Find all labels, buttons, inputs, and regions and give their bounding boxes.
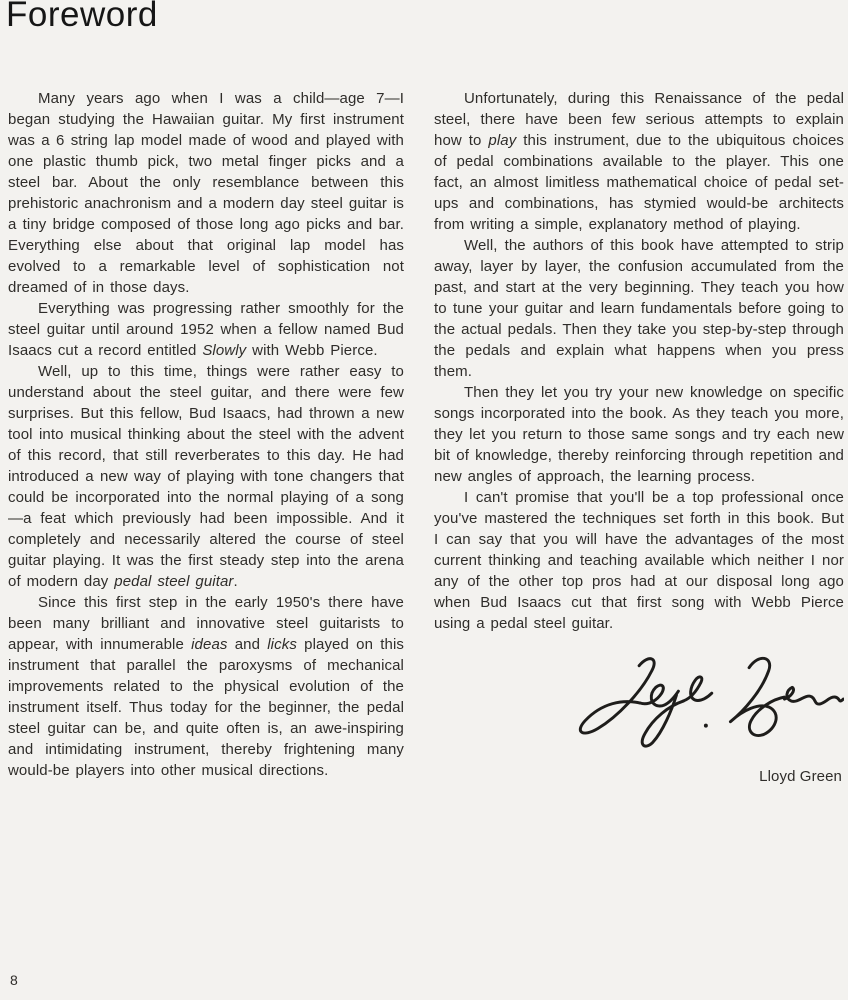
body-text: Many years ago when I was a child—age 7—I began studying the Hawaiian guitar. My first instrument was a 6 string lap model made of wood and played with one plastic thumb pick, two metal finger picks and a steel bar. About the only resemblance between this prehistoric anachronism and a modern day steel guitar is a tiny bridge composed of those long ago picks and bar. Everything else about that original lap model has evolved to a remarkable level of sophistication not dreamed of in those days. — [8, 90, 404, 296]
paragraph — [434, 235, 844, 382]
paragraph — [8, 298, 404, 361]
body-text: this instrument, due to the ubiquitous choices of pedal combinations available to the player. This one fact, an almost limitless mathematical choice of pedal set-ups and combinations, has stymied would-be architects from writing a simple, explanatory method of playing. — [434, 132, 844, 233]
body-text: Then they let you try your new knowledge on specific songs incorporated into the book. As they teach you more, they let you return to those same songs and try each new bit of knowledge, thereby reinforcing through repetition and new angles of approach, the learning process. — [434, 384, 844, 485]
body-text: . — [233, 573, 238, 590]
paragraph — [434, 88, 844, 235]
body-text: I can't promise that you'll be a top professional once you've mastered the techniques set forth in this book. But I can say that you will have the advantages of the most current thinking and teaching available which neither I nor any of the other top pros had at our disposal long ago when Bud Isaacs cut that first song with Webb Pierce using a pedal steel guitar. — [434, 489, 844, 632]
paragraph — [8, 592, 404, 781]
paragraph — [8, 361, 404, 592]
page-number: 8 — [10, 972, 18, 988]
italic-text: play — [488, 132, 517, 149]
text-columns — [8, 88, 844, 787]
body-text: played on this instrument that parallel the paroxysms of mechanical improvements related to the physical evolution of the instrument itself. Thus today for the beginner, the pedal steel guitar can be, and quite often is, an awe-inspiring and intimidating instrument, thereby frightening many would-be players into other musical directions. — [8, 636, 405, 779]
text-column-left — [8, 88, 404, 787]
paragraph — [434, 382, 844, 487]
text-column-right — [434, 88, 844, 787]
page-title: Foreword — [6, 0, 158, 34]
body-text: and — [227, 636, 268, 653]
italic-text: ideas — [191, 636, 228, 653]
text-column-right-paragraphs — [434, 88, 844, 634]
italic-text: licks — [267, 636, 297, 653]
italic-text: pedal steel guitar — [114, 573, 234, 590]
body-text: with Webb Pierce. — [246, 342, 378, 359]
paragraph — [8, 88, 404, 298]
body-text: Since this first step in the early 1950's there have been many brilliant and innovative steel guitarists to appear, with innumerable — [8, 594, 404, 653]
signature-image — [554, 650, 844, 758]
body-text: Well, the authors of this book have attempted to strip away, layer by layer, the confusion accumulated from the past, and start at the very beginning. They teach you how to tune your guitar and learn fundamentals before going to the actual pedals. Then they take you step-by-step through the pedals and explain what happens when you press them. — [434, 237, 844, 380]
paragraph — [434, 487, 844, 634]
signature-block — [434, 650, 844, 787]
body-text: Well, up to this time, things were rather easy to understand about the steel guitar, and there were few surprises. But this fellow, Bud Isaacs, had thrown a new tool into musical thinking about the steel with the advent of this record, that still reverberates to this day. He had introduced a new way of playing with tone changers that could be incorporated into the normal playing of a song—a feat which previously had been impossible. And it completely and necessarily altered the course of steel guitar playing. It was the first steady step into the arena of modern day — [8, 363, 404, 590]
body-text: Unfortunately, during this Renaissance of the pedal steel, there have been few serious attempts to explain how to — [434, 90, 844, 149]
body-text: Everything was progressing rather smoothly for the steel guitar until around 1952 when a fellow named Bud Isaacs cut a record entitled — [8, 300, 404, 359]
italic-text: Slowly — [202, 342, 247, 359]
signature-name: Lloyd Green — [759, 768, 842, 785]
